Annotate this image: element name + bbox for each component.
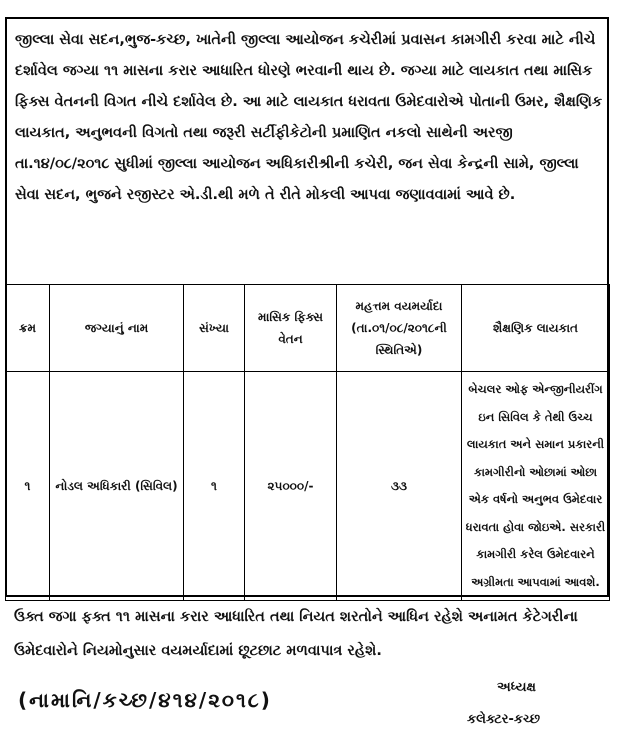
cell-salary: ૨૫૦૦૦/- bbox=[245, 372, 337, 601]
cell-qualification: બેચલર ઓફ એન્જીનીયરીંગ ઇન સિવિલ કે તેથી ઉચ્ચ લાયકાત અને સમાન પ્રકારની કામગીરીનો ઓછામાં ઓછા એક વર્ષનો અનુભવ ઉમેદવાર ધરાવતા હોવા જોઇએ. સરકારી કામગીરી કરેલ ઉમેદવારને અગ્રીમતા આપવામાં આવશે. bbox=[462, 372, 610, 601]
advertisement-box bbox=[5, 17, 609, 597]
header-sr: ક્રમ bbox=[6, 285, 50, 372]
cell-count: ૧ bbox=[184, 372, 245, 601]
cell-age: ૩૩ bbox=[337, 372, 462, 601]
reference-number: (નામાનિ/કચ્છ/૪૧૪/૨૦૧૮) bbox=[18, 688, 272, 712]
header-age: મહત્તમ વયમર્યાદા (તા.૦૧/૦૮/૨૦૧૮ની સ્થિતિએ) bbox=[337, 285, 462, 372]
intro-paragraph: જીલ્લા સેવા સદન,ભુજ-કચ્છ, ખાતેની જીલ્લા આયોજન કચેરીમાં પ્રવાસન કામગીરી કરવા માટે નીચે દર્શાવેલ જગ્યા ૧૧ માસના કરાર આધારિત ધોરણે ભરવાની થાય છે. જગ્યા માટે લાયકાત તથા માસિક ફિક્સ વેતનની વિગત નીચે દર્શાવેલ છે. આ માટે લાયકાત ધરાવતા ઉમેદવારોએ પોતાની ઉમર, શૈક્ષણિક લાયકાત, અનુભવની વિગતો તથા જરૂરી સર્ટીફીકેટોની પ્રમાણિત નકલો સાથેની અરજી તા.૧૪/૦૮/૨૦૧૮ સુધીમાં જીલ્લા આયોજન અધિકારીશ્રીની કચેરી, જન સેવા કેન્દ્રની સામે, જીલ્લા સેવા સદન, ભુજને રજીસ્ટર એ.ડી.થી મળે તે રીતે મોકલી આપવા જણાવવામાં આવે છે. bbox=[15, 32, 603, 203]
footer-note: ઉક્ત જગા ફક્ત ૧૧ માસના કરાર આધારિત તથા નિયત શરતોને આધિન રહેશે અનામત કેટેગરીના ઉમેદવારોને નિયમોનુસાર વયમર્યાદામાં છૂટછાટ મળવાપાત્ર રહેશે. bbox=[14, 609, 578, 659]
signatory-office: કલેક્ટર-કચ્છ bbox=[467, 712, 541, 727]
header-post: જગ્યાનું નામ bbox=[50, 285, 184, 372]
cell-post: નોડલ અધિકારી (સિવિલ) bbox=[50, 372, 184, 601]
header-salary: માસિક ફિક્સ વેતન bbox=[245, 285, 337, 372]
signatory-title: અધ્યક્ષ bbox=[497, 680, 536, 695]
header-count: સંખ્યા bbox=[184, 285, 245, 372]
vacancy-table bbox=[5, 284, 610, 601]
table-row bbox=[6, 372, 610, 601]
header-qualification: શૈક્ષણિક લાયકાત bbox=[462, 285, 610, 372]
table-header-row bbox=[6, 285, 610, 372]
cell-sr: ૧ bbox=[6, 372, 50, 601]
